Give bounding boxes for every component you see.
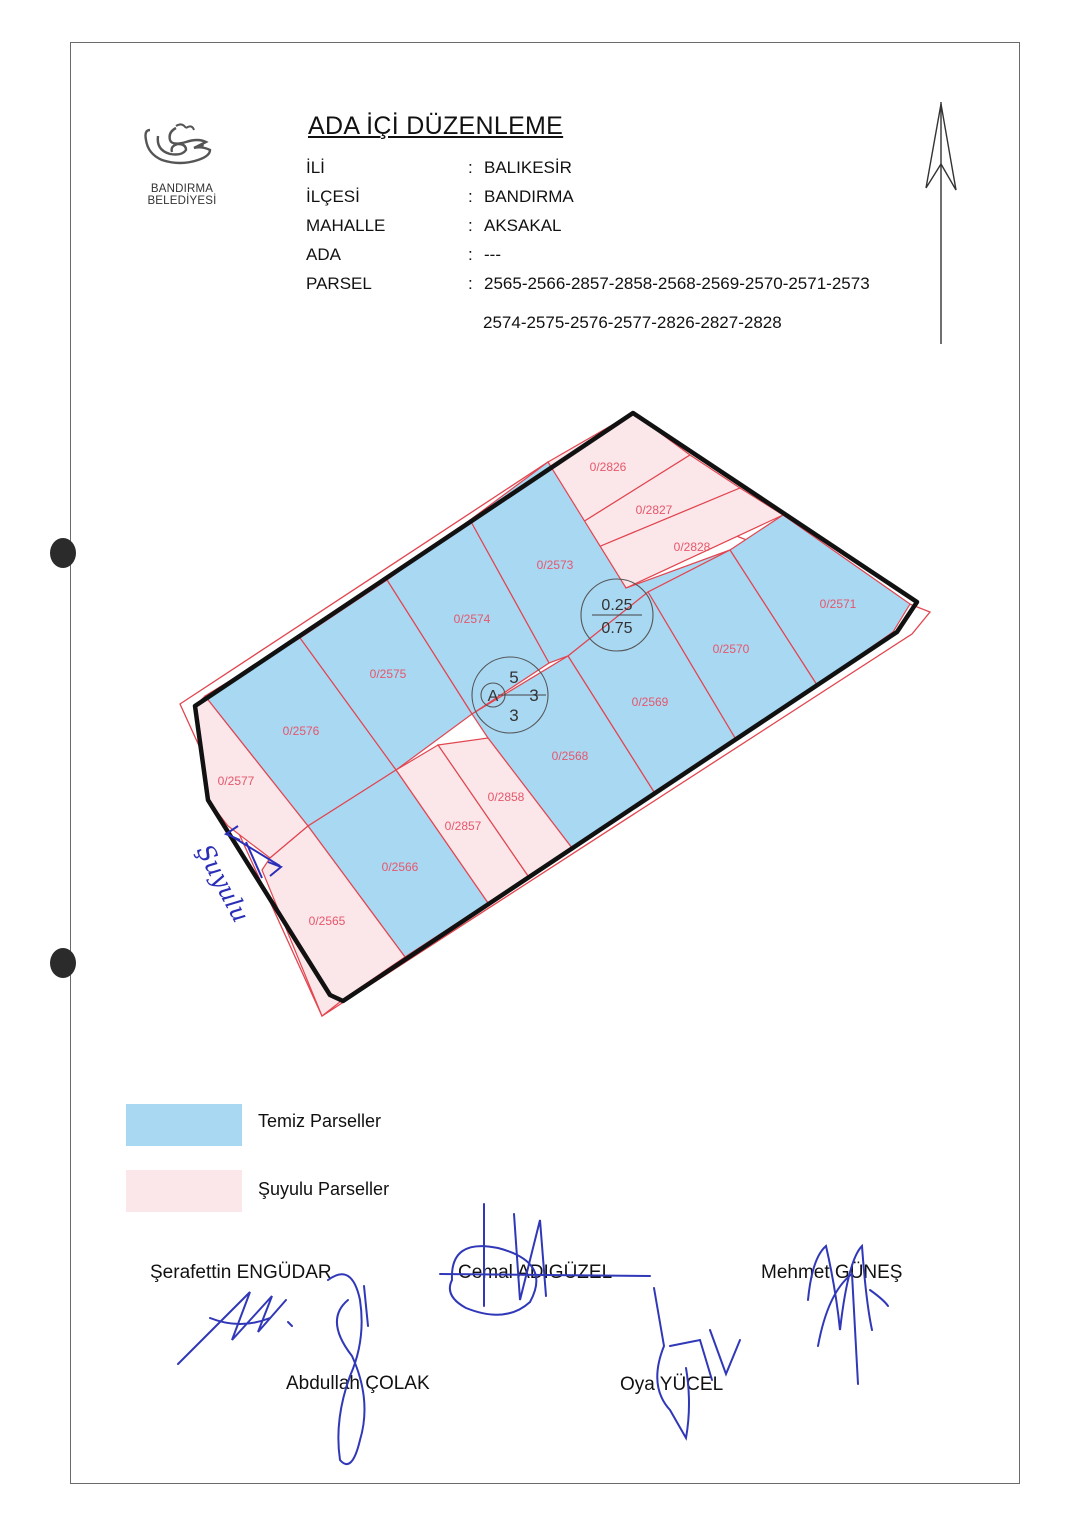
signature-3-icon: [808, 1246, 888, 1384]
ratio-top: 0.25: [601, 597, 633, 614]
signature-5-icon: [654, 1288, 740, 1438]
parsel-label: PARSEL: [306, 274, 372, 293]
ratio-bottom: 0.75: [601, 620, 633, 637]
handwritten-note: Şuyulu: [190, 839, 255, 928]
separator: :: [468, 187, 473, 206]
parcel-label-2826: 0/2826: [589, 460, 627, 474]
legend-label-clean: Temiz Parseller: [258, 1111, 382, 1131]
signature-1-icon: [178, 1292, 292, 1364]
parcel-label-2574: 0/2574: [453, 612, 491, 626]
separator: :: [468, 158, 473, 177]
logo-text-line2: BELEDİYESİ: [147, 195, 217, 207]
legend-label-shared: Şuyulu Parseller: [258, 1179, 390, 1199]
il-label: İLİ: [306, 158, 325, 177]
parcel-label-2565: 0/2565: [308, 914, 346, 928]
page-title: ADA İÇİ DÜZENLEME: [308, 112, 564, 140]
zone-bottom: 3: [509, 706, 519, 725]
signatory-5: Oya YÜCEL: [620, 1374, 724, 1395]
zone-letter: A: [487, 688, 499, 705]
parcel-label-2577: 0/2577: [217, 774, 255, 788]
signatory-4: Abdullah ÇOLAK: [286, 1373, 430, 1394]
il-value: BALIKESİR: [484, 158, 572, 177]
logo-text-line1: BANDIRMA: [150, 183, 214, 195]
ilce-value: BANDIRMA: [484, 187, 574, 206]
zone-top: 5: [509, 668, 519, 687]
ada-value: ---: [484, 245, 501, 264]
parcel-label-2573: 0/2573: [536, 558, 574, 572]
parcel-label-2858: 0/2858: [487, 790, 525, 804]
ilce-label: İLÇESİ: [306, 187, 360, 206]
parcel-label-2568: 0/2568: [551, 749, 589, 763]
signatory-2: Cemal ADIGÜZEL: [458, 1262, 613, 1283]
parsel-value-line1: 2565-2566-2857-2858-2568-2569-2570-2571-2573: [484, 274, 870, 293]
separator: :: [468, 245, 473, 264]
zone-right: 3: [529, 686, 539, 705]
mahalle-value: AKSAKAL: [484, 216, 562, 235]
signatory-3: Mehmet GÜNEŞ: [761, 1262, 903, 1283]
parcel-label-2828: 0/2828: [673, 540, 711, 554]
separator: :: [468, 274, 473, 293]
parcel-label-2827: 0/2827: [635, 503, 673, 517]
parcel-label-2566: 0/2566: [381, 860, 419, 874]
separator: :: [468, 216, 473, 235]
signature-2-icon: [440, 1204, 650, 1315]
parcel-label-2576: 0/2576: [282, 724, 320, 738]
parcel-label-2569: 0/2569: [631, 695, 669, 709]
mahalle-label: MAHALLE: [306, 216, 386, 235]
parsel-value-line2: 2574-2575-2576-2577-2826-2827-2828: [483, 313, 782, 332]
signature-4-icon: [328, 1274, 368, 1464]
parcel-label-2570: 0/2570: [712, 642, 750, 656]
ada-label: ADA: [306, 245, 341, 264]
parcel-label-2575: 0/2575: [369, 667, 407, 681]
parcel-label-2571: 0/2571: [819, 597, 857, 611]
parcel-label-2857: 0/2857: [444, 819, 482, 833]
signatory-1: Şerafettin ENGÜDAR: [150, 1262, 332, 1283]
